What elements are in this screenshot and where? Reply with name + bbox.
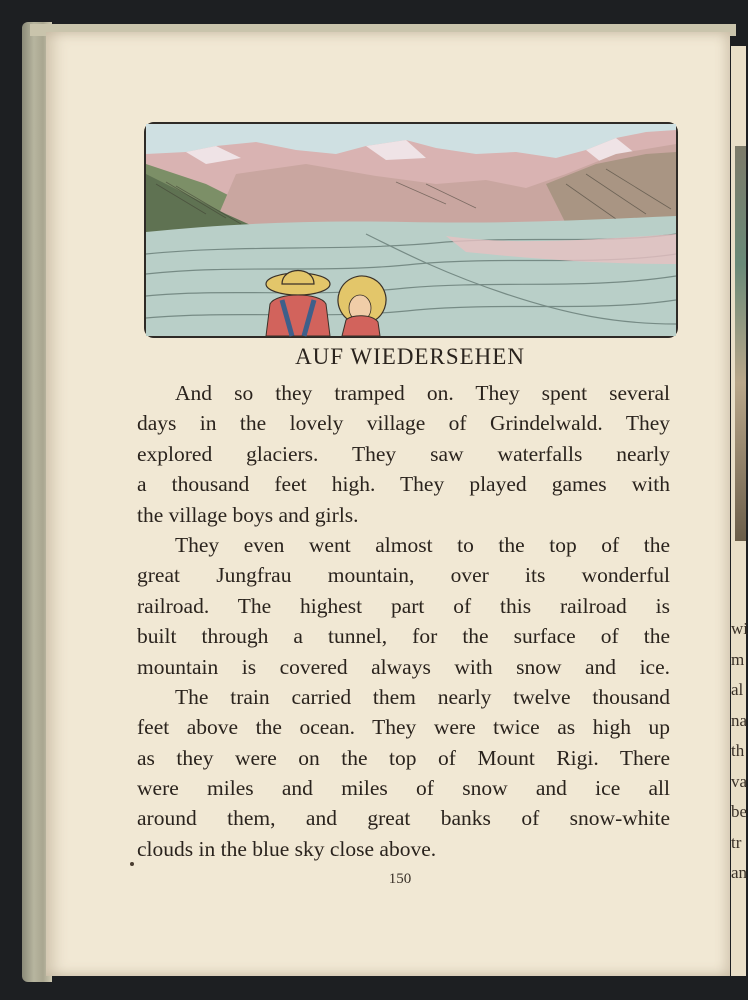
fragment: tr <box>731 832 742 852</box>
fragment: th <box>731 741 745 760</box>
text-line: great Jungfrau mountain, over its wonderful <box>137 563 670 588</box>
fragment: al <box>731 680 744 699</box>
text-line: the village boys and girls. <box>137 502 359 527</box>
text-line: feet above the ocean. They were twice as high up <box>137 715 670 740</box>
ink-mark <box>130 862 134 866</box>
text-line: And so they tramped on. They spent several <box>175 381 670 405</box>
glacier-illustration <box>144 122 678 338</box>
text-line: clouds in the blue sky close above. <box>137 836 437 861</box>
fragment: m <box>731 649 745 669</box>
body-text <box>137 378 670 864</box>
next-page-text-fragments <box>731 614 746 889</box>
fragment: wi <box>731 619 748 638</box>
text-line: railroad. The highest part of this railroad is <box>137 593 670 618</box>
page-number: 150 <box>388 871 412 887</box>
text-line: built through a tunnel, for the surface of the <box>137 624 670 649</box>
fragment: be <box>731 802 748 821</box>
text-line: days in the lovely village of Grindelwald. They <box>137 411 670 436</box>
text-line: explored glaciers. They saw waterfalls nearly <box>137 441 670 466</box>
illustration-drawing <box>146 124 676 336</box>
text-line: mountain is covered always with snow and ice. <box>137 654 670 679</box>
text-line: around them, and great banks of snow-white <box>137 806 670 831</box>
text-line: a thousand feet high. They played games with <box>137 472 670 497</box>
text-line: They even went almost to the top of the <box>175 532 670 557</box>
text-line: The train carried them nearly twelve thousand <box>175 684 670 709</box>
text-line: were miles and miles of snow and ice all <box>137 776 670 801</box>
fragment: an <box>731 863 748 882</box>
chapter-title: AUF WIEDERSEHEN <box>295 344 525 369</box>
fragment: va <box>731 771 748 791</box>
next-page-edge <box>731 46 746 976</box>
fragment: na <box>731 710 748 730</box>
text-line: as they were on the top of Mount Rigi. There <box>137 745 670 770</box>
next-page-illustration-edge <box>735 146 746 541</box>
